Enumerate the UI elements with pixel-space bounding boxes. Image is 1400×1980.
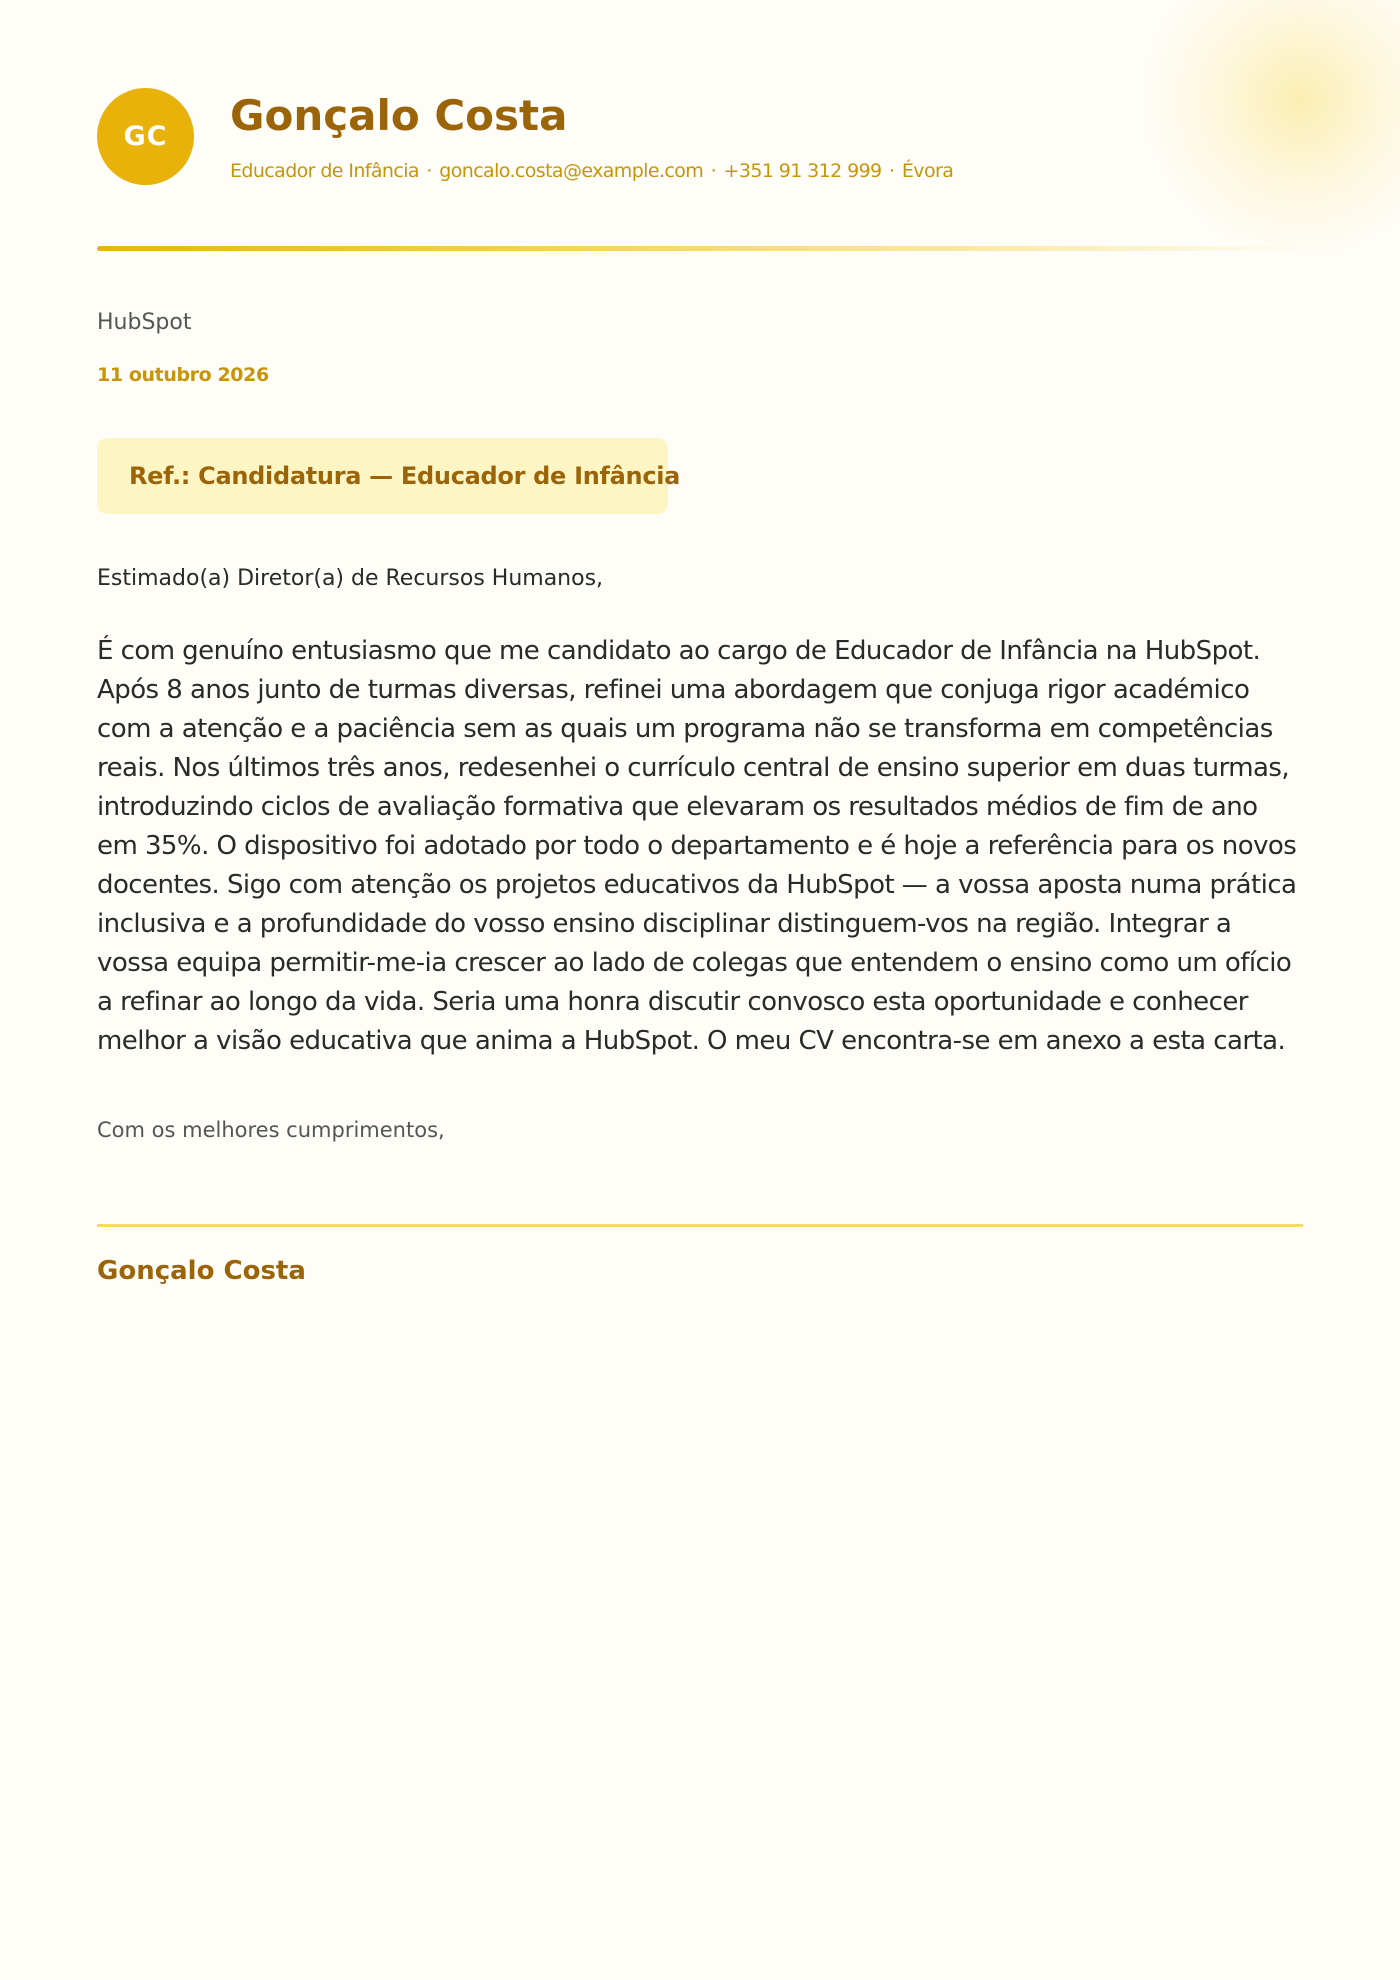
sender-role: Educador de Infância — [230, 160, 419, 182]
sender-city: Évora — [901, 160, 954, 182]
header-divider — [97, 246, 1303, 251]
reference-subject: Ref.: Candidatura — Educador de Infância — [129, 462, 681, 490]
cover-letter-page — [97, 0, 1303, 1980]
separator: · — [710, 160, 717, 182]
salutation: Estimado(a) Diretor(a) de Recursos Humanos, — [97, 566, 604, 591]
sender-phone: +351 91 312 999 — [723, 160, 882, 182]
letter-body: É com genuíno entusiasmo que me candidato ao cargo de Educador de Infância na HubSpot. Após 8 anos junto de turmas diversas, refinei uma abordagem que conjuga rigor académico com a atenção e a paciência sem as quais um programa não se transforma em competências reais. Nos últimos três anos, redesenhei o currículo central de ensino superior em duas turmas, introduzindo ciclos de avaliação formativa que elevaram os resultados médios de fim de ano em 35%. O dispositivo foi adotado por todo o departamento e é hoje a referência para os novos docentes. Sigo com atenção os projetos educativos da HubSpot — a vossa aposta numa prática inclusiva e a profundidade do vosso ensino disciplinar distinguem-vos na região. Integrar a vossa equipa permitir-me-ia crescer ao lado de colegas que entendem o ensino como um ofício a refinar ao longo da vida. Seria uma honra discutir convosco esta oportunidade e conhecer melhor a visão educativa que anima a HubSpot. O meu CV encontra-se em anexo a esta carta. — [97, 636, 1297, 1056]
contact-line — [230, 160, 953, 182]
signature-name: Gonçalo Costa — [97, 1256, 306, 1286]
sender-name: Gonçalo Costa — [230, 91, 568, 140]
reference-box — [97, 438, 681, 514]
sender-email: goncalo.costa@example.com — [439, 160, 704, 182]
avatar-initials: GC — [97, 88, 194, 185]
recipient-company: HubSpot — [97, 310, 192, 335]
separator: · — [426, 160, 432, 182]
signature-divider — [97, 1224, 1303, 1227]
separator: · — [889, 160, 895, 182]
letter-date: 11 outubro 2026 — [97, 364, 269, 386]
closing-phrase: Com os melhores cumprimentos, — [97, 1118, 445, 1142]
letter-header — [97, 88, 1303, 188]
